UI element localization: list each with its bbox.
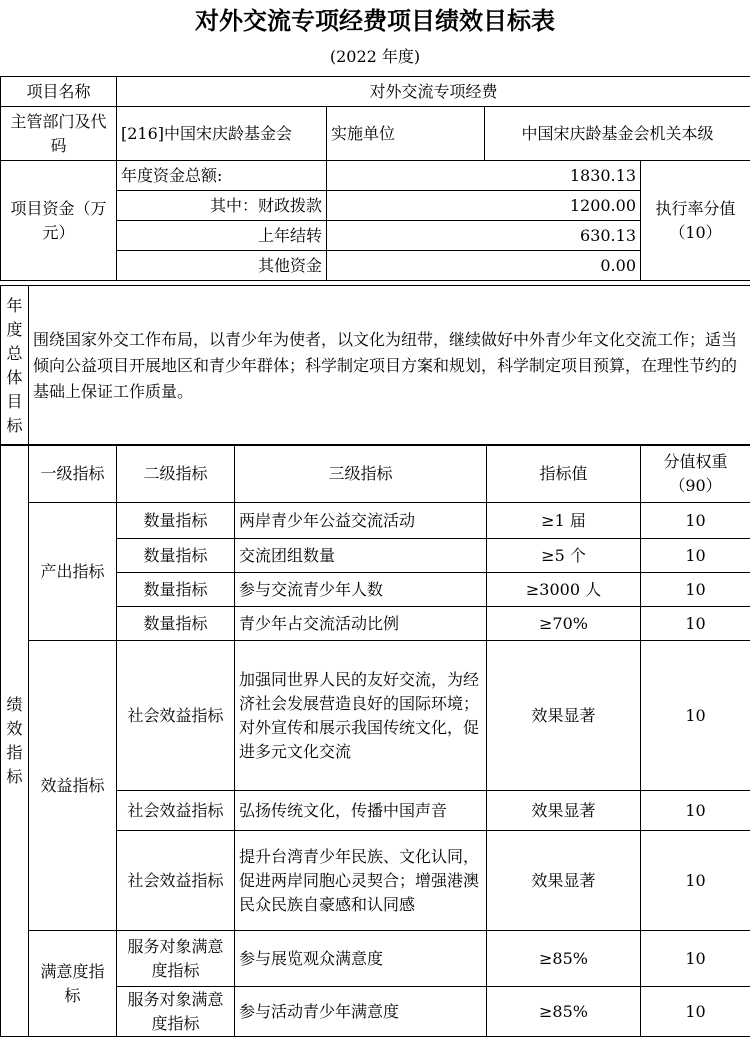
funds-row-value: 1830.13 — [327, 161, 641, 191]
level3-indicator: 提升台湾青少年民族、文化认同，促进两岸同胞心灵契合；增强港澳民众民族自豪感和认同感 — [235, 831, 487, 931]
indicator-weight: 10 — [641, 987, 750, 1037]
indicator-weight: 10 — [641, 573, 750, 607]
indicator-value: ≥1 届 — [487, 503, 641, 539]
goal-label — [1, 286, 29, 446]
exec-rate-label: 执行率分值 — [655, 198, 736, 218]
indicator-value: ≥85% — [487, 987, 641, 1037]
table-row — [1, 503, 750, 539]
exec-rate-score: （10） — [669, 222, 722, 242]
level1-indicator: 效益指标 — [29, 641, 117, 931]
level3-indicator: 参与活动青少年满意度 — [235, 987, 487, 1037]
indicator-weight: 10 — [641, 539, 750, 573]
level3-indicator: 加强同世界人民的友好交流，为经济社会发展营造良好的国际环境；对外宣传和展示我国传统文化，促进多元文化交流 — [235, 641, 487, 791]
level1-indicator: 产出指标 — [29, 503, 117, 641]
indicator-weight: 10 — [641, 831, 750, 931]
level3-indicator: 参与展览观众满意度 — [235, 931, 487, 987]
funds-row-value: 1200.00 — [327, 191, 641, 221]
goal-text: 围绕国家外交工作布局，以青少年为使者，以文化为纽带，继续做好中外青少年文化交流工作；适当倾向公益项目开展地区和青少年群体；科学制定项目方案和规划，科学制定项目预算，在理性节约的基础上保证工作质量。 — [29, 286, 750, 446]
project-name-value: 对外交流专项经费 — [117, 77, 750, 107]
level3-indicator: 青少年占交流活动比例 — [235, 607, 487, 641]
indicator-value: ≥5 个 — [487, 539, 641, 573]
level3-indicator: 弘扬传统文化，传播中国声音 — [235, 791, 487, 831]
indicator-weight: 10 — [641, 607, 750, 641]
indicator-weight: 10 — [641, 641, 750, 791]
funds-label: 项目资金（万元） — [1, 161, 117, 281]
indicator-weight: 10 — [641, 791, 750, 831]
year-subtitle: (2022 年度) — [329, 47, 421, 66]
indicator-value: ≥85% — [487, 931, 641, 987]
impl-label: 实施单位 — [327, 107, 485, 161]
indicator-value: ≥70% — [487, 607, 641, 641]
info-table — [0, 76, 750, 281]
level2-indicator: 社会效益指标 — [117, 641, 235, 791]
impl-value: 中国宋庆龄基金会机关本级 — [485, 107, 750, 161]
level2-indicator: 数量指标 — [117, 573, 235, 607]
level3-indicator: 两岸青少年公益交流活动 — [235, 503, 487, 539]
column-header: 二级指标 — [117, 445, 235, 503]
page-title: 对外交流专项经费项目绩效目标表 — [195, 7, 555, 35]
dept-label: 主管部门及代码 — [1, 107, 117, 161]
level2-indicator: 数量指标 — [117, 607, 235, 641]
indicator-weight: 10 — [641, 931, 750, 987]
funds-row-label: 其他资金 — [117, 251, 327, 281]
indicators-table — [0, 444, 750, 1037]
level3-indicator: 参与交流青少年人数 — [235, 573, 487, 607]
level2-indicator: 数量指标 — [117, 539, 235, 573]
funds-row-label: 年度资金总额: — [117, 161, 327, 191]
table-row — [1, 641, 750, 791]
level2-indicator: 社会效益指标 — [117, 791, 235, 831]
dept-value: [216]中国宋庆龄基金会 — [117, 107, 327, 161]
indicators-label: 绩 效 指 标 — [1, 445, 29, 1037]
funds-row-value: 630.13 — [327, 221, 641, 251]
indicator-value: ≥3000 人 — [487, 573, 641, 607]
level1-indicator: 满意度指标 — [29, 931, 117, 1037]
column-header: 指标值 — [487, 445, 641, 503]
column-header: 三级指标 — [235, 445, 487, 503]
column-header: 一级指标 — [29, 445, 117, 503]
level2-indicator: 社会效益指标 — [117, 831, 235, 931]
indicator-value: 效果显著 — [487, 791, 641, 831]
funds-row-label: 上年结转 — [117, 221, 327, 251]
funds-row-value: 0.00 — [327, 251, 641, 281]
level2-indicator: 服务对象满意度指标 — [117, 931, 235, 987]
level3-indicator: 交流团组数量 — [235, 539, 487, 573]
table-row — [1, 931, 750, 987]
level2-indicator: 服务对象满意度指标 — [117, 987, 235, 1037]
funds-row-label: 其中：财政拨款 — [117, 191, 327, 221]
indicator-value: 效果显著 — [487, 831, 641, 931]
project-name-label: 项目名称 — [1, 77, 117, 107]
goal-label-text: 年 度 总 体 目 标 — [6, 295, 23, 435]
goal-table — [0, 285, 750, 446]
indicator-value: 效果显著 — [487, 641, 641, 791]
indicator-weight: 10 — [641, 503, 750, 539]
exec-rate-cell — [641, 161, 750, 281]
column-header: 分值权重（90） — [641, 445, 750, 503]
level2-indicator: 数量指标 — [117, 503, 235, 539]
